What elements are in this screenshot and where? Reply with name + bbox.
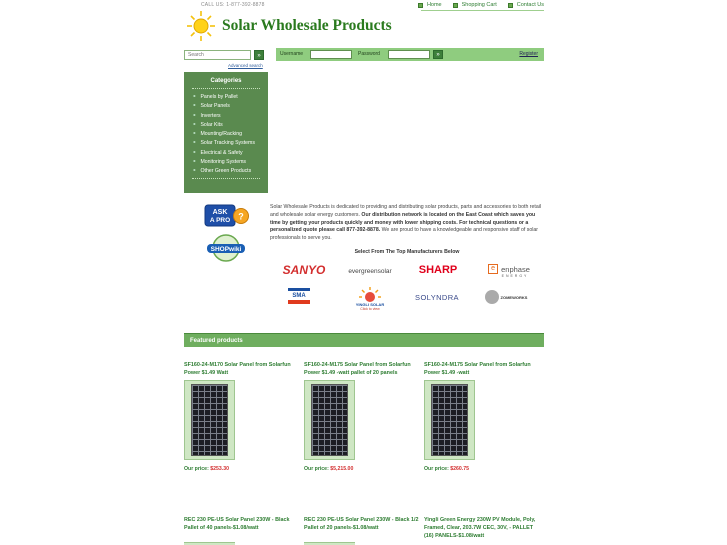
username-label: Username: [280, 51, 304, 57]
product-name[interactable]: Yingli Green Energy 230W PV Module, Poly, Framed, Clear, 203.7W CEC, 30V, - PALLET (16) PANELS-$1.08/watt: [424, 517, 536, 540]
categories-divider: [192, 88, 260, 89]
advanced-search-link[interactable]: Advanced search: [228, 63, 263, 68]
product-name[interactable]: SF160-24-M175 Solar Panel from Solarfun Power $1.49 -watt: [424, 362, 531, 377]
category-item[interactable]: ► Electrical & Safety: [193, 148, 268, 157]
yingli-logo[interactable]: [349, 283, 391, 313]
solar-panel-image: [431, 384, 468, 456]
search-button[interactable]: »: [254, 50, 264, 60]
sharp-logo[interactable]: SHARP: [418, 264, 458, 276]
categories-title: Categories: [210, 78, 242, 84]
ask-badge-line2: A PRO: [209, 217, 231, 224]
svg-text:?: ?: [238, 211, 244, 222]
manufacturers-title: Select From The Top Manufacturers Below: [354, 249, 460, 255]
solyndra-logo[interactable]: SOLYNDRA: [415, 292, 459, 302]
nav-home-label[interactable]: Home: [426, 2, 442, 8]
price-label: Our price:: [304, 466, 329, 472]
header-divider: [421, 10, 544, 11]
product-card[interactable]: [424, 361, 542, 460]
login-bar: [276, 48, 544, 61]
price-label: Our price:: [184, 466, 209, 472]
product-name[interactable]: REC 230 PE-US Solar Panel 230W - Black Pallet of 40 panels-$1.08/watt: [184, 517, 290, 532]
top-nav: [418, 2, 544, 8]
category-item[interactable]: ► Mounting/Racking: [193, 129, 268, 138]
register-link[interactable]: Register: [519, 51, 538, 57]
category-item[interactable]: ► Monitoring Systems: [193, 157, 268, 166]
zomeworks-name: ZOMEWORKS: [500, 294, 528, 300]
nav-contact-label[interactable]: Contact Us: [516, 2, 544, 8]
nav-shopping-cart[interactable]: [453, 2, 497, 8]
password-input[interactable]: [388, 50, 430, 59]
product-card[interactable]: [184, 361, 302, 460]
product-price: [184, 466, 229, 472]
category-item[interactable]: ► Solar Tracking Systems: [193, 138, 268, 147]
product-image[interactable]: [304, 380, 355, 460]
shopwiki-badge[interactable]: [204, 233, 248, 263]
nav-bullet-icon: [508, 3, 513, 8]
categories-panel: [184, 72, 268, 193]
price-value: $5,215.00: [330, 466, 354, 472]
sma-logo[interactable]: SMA: [288, 288, 310, 304]
evergreen-solar-logo[interactable]: evergreensolar: [348, 267, 392, 275]
price-value: $253.30: [210, 466, 230, 472]
site-title[interactable]: Solar Wholesale Products: [222, 17, 392, 34]
product-name[interactable]: REC 230 PE-US Solar Panel 230W - Black 1/2 Pallet of 20 panels-$1.08/watt: [304, 517, 419, 532]
categories-list: [184, 92, 268, 176]
product-price: [304, 466, 353, 472]
intro-bold: Our distribution network is located on the East Coast which saves you time by getting your products quickly and money with lower shipping costs. For technical questions or a personalized quote please call 877-392-8878.: [270, 211, 536, 234]
header-phone: CALL US: 1-877-392-8878: [201, 2, 265, 8]
yingli-caption: Click to view: [360, 306, 380, 311]
enphase-name: enphase: [501, 264, 530, 274]
zomeworks-logo[interactable]: [481, 289, 531, 305]
intro-text: [270, 204, 544, 243]
product-name[interactable]: SF160-24-M170 Solar Panel from Solarfun Power $1.49 Watt: [184, 362, 291, 377]
username-input[interactable]: [310, 50, 352, 59]
product-name[interactable]: SF160-24-M175 Solar Panel from Solarfun Power $1.49 -watt pallet of 20 panels: [304, 362, 411, 377]
nav-cart-label[interactable]: Shopping Cart: [461, 2, 497, 8]
enphase-logo[interactable]: [480, 262, 538, 280]
ask-badge-line1: ASK: [212, 209, 228, 216]
product-image[interactable]: [184, 380, 235, 460]
nav-bullet-icon: [453, 3, 458, 8]
solar-panel-image: [311, 384, 348, 456]
yingli-sun-icon: [358, 286, 382, 302]
ask-a-pro-badge[interactable]: [204, 204, 249, 227]
category-item[interactable]: ► Other Green Products: [193, 166, 268, 175]
product-image[interactable]: [424, 380, 475, 460]
shopwiki-label: SHOPwiki: [210, 246, 242, 253]
nav-home[interactable]: [418, 2, 442, 8]
featured-title: Featured products: [190, 338, 243, 344]
product-card[interactable]: [304, 361, 422, 460]
nav-contact-us[interactable]: [508, 2, 544, 8]
sanyo-logo[interactable]: SANYO: [282, 263, 326, 277]
price-value: $260.75: [450, 466, 470, 472]
sun-logo-icon[interactable]: [186, 10, 216, 42]
password-label: Password: [358, 51, 380, 57]
product-price: [424, 466, 469, 472]
intro-end: We are proud to have a knowledgeable and responsive staff of solar professionals to serve you.: [270, 227, 538, 242]
search-input[interactable]: [184, 50, 251, 60]
price-label: Our price:: [424, 466, 449, 472]
category-item[interactable]: ► Inverters: [193, 111, 268, 120]
featured-products-bar: [184, 333, 544, 347]
solar-panel-image: [191, 384, 228, 456]
zomeworks-icon: [485, 290, 499, 304]
categories-divider: [192, 178, 260, 179]
enphase-icon: e: [488, 264, 498, 274]
category-item[interactable]: ► Solar Kits: [193, 120, 268, 129]
login-submit-button[interactable]: »: [433, 50, 443, 59]
category-item[interactable]: ► Panels by Pallet: [193, 92, 268, 101]
category-item[interactable]: ► Solar Panels: [193, 101, 268, 110]
intro-plain: Solar Wholesale Products is dedicated to providing and distributing solar products, parts and accessories to both retail and wholesale solar energy customers.: [270, 204, 542, 218]
enphase-sub: ENERGY: [501, 274, 529, 278]
yingli-name: YINGLI SOLAR: [355, 301, 385, 307]
nav-bullet-icon: [418, 3, 423, 8]
